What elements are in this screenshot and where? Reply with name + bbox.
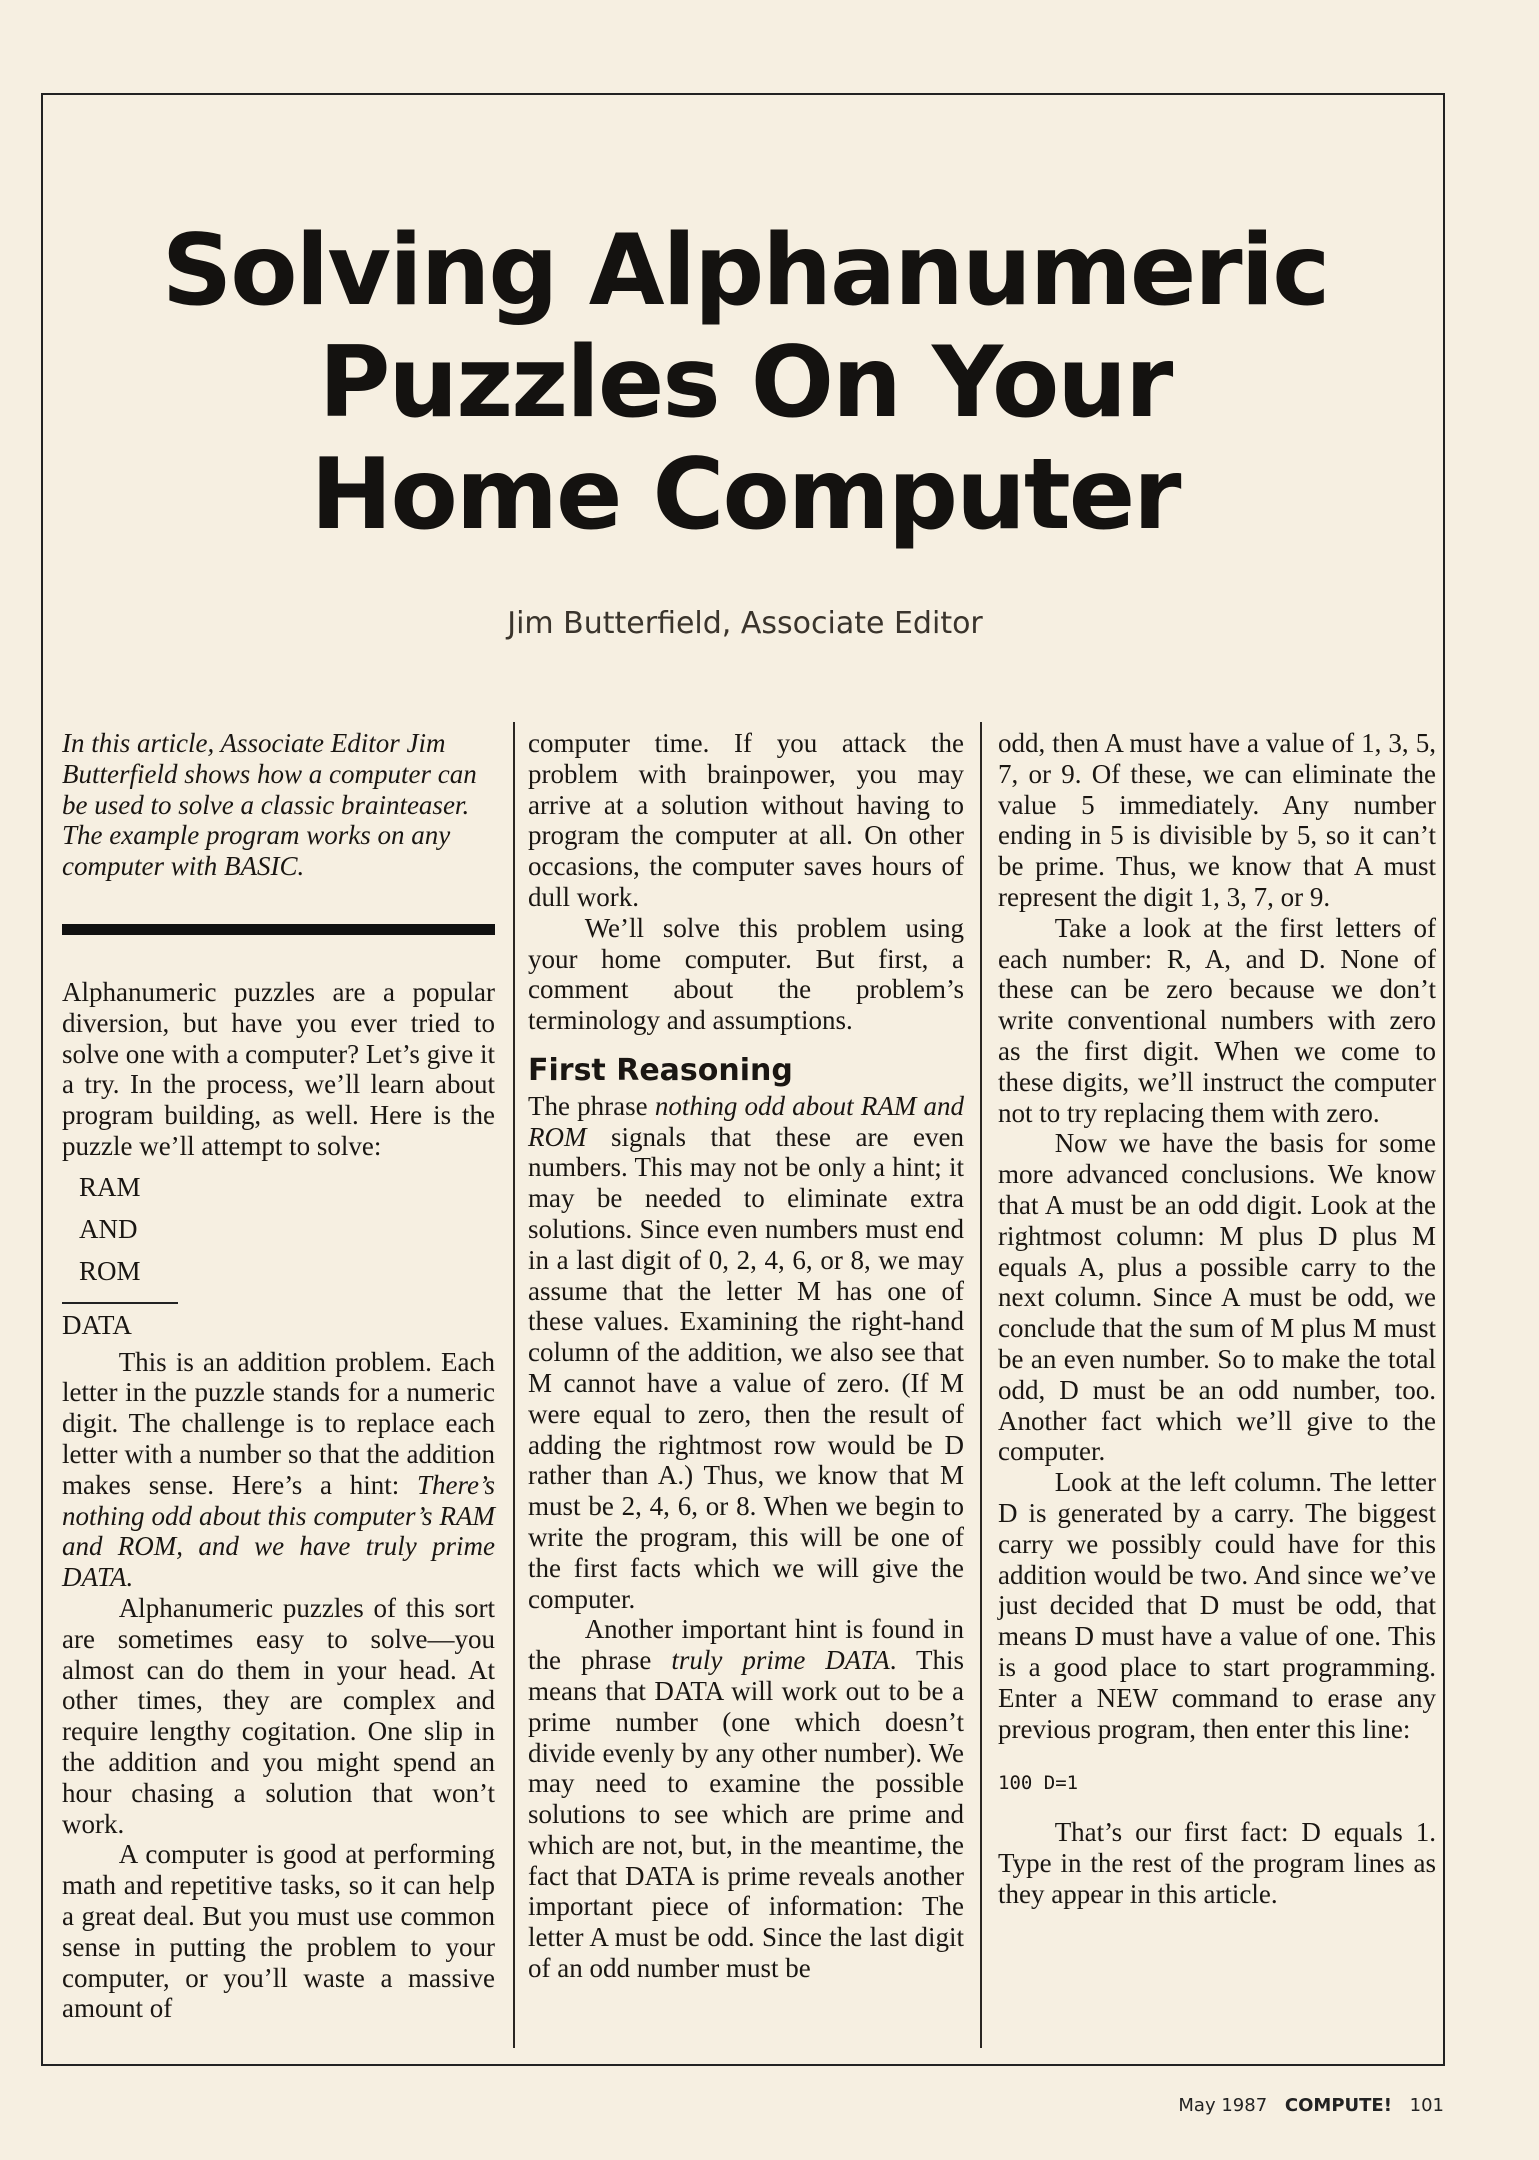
column-2 bbox=[528, 728, 964, 1984]
byline: Jim Butterfield, Associate Editor bbox=[507, 606, 983, 641]
paragraph bbox=[528, 1091, 964, 1615]
paragraph bbox=[528, 1614, 964, 1984]
paragraph: A computer is good at performing math and repetitive tasks, so it can help a great deal. But you must use common sense in putting the problem to your computer, or you’ll waste a massive amount of bbox=[62, 1839, 495, 2024]
title-line-3: Home Computer bbox=[310, 438, 1180, 552]
intro-divider bbox=[62, 924, 495, 935]
paragraph: Take a look at the first letters of each number: R, A, and D. None of these can be zero because we don’t write conventional numbers with zero as the first digit. When we come to these digits, we’ll instruct the computer not to try replacing them with zero. bbox=[998, 912, 1436, 1128]
paragraph: odd, then A must have a value of 1, 3, 5, 7, or 9. Of these, we can eliminate the value 5 immediately. Any number ending in 5 is divisible by 5, so it can’t be prime. Thus, we know that A must represent the digit 1, 3, 7, or 9. bbox=[998, 728, 1436, 912]
paragraph-text: The phrase bbox=[528, 1090, 655, 1121]
column-divider-2 bbox=[980, 722, 982, 2048]
paragraph: Alphanumeric puzzles are a popular diversion, but have you ever tried to solve one with a computer? Let’s give it a try. In the process, we’ll learn about program building, as well. Here is the puzzle we’ll attempt to solve: bbox=[62, 976, 495, 1161]
page-footer bbox=[1178, 2095, 1444, 2116]
puzzle-addition bbox=[79, 1166, 495, 1292]
emphasis-text: nothing odd about RAM and ROM bbox=[528, 1090, 965, 1152]
paragraph: computer time. If you attack the problem with brainpower, you may arrive at a solution without having to program the computer at all. On other occasions, the computer saves hours of dull work. bbox=[528, 728, 964, 912]
paragraph: Alphanumeric puzzles of this sort are sometimes easy to solve—you almost can do them in your head. At other times, they are complex and require lengthy cogitation. One slip in the addition and you might spend an hour chasing a solution that won’t work. bbox=[62, 1592, 495, 1839]
sum-line bbox=[62, 1302, 178, 1304]
emphasis-text: truly prime DATA bbox=[671, 1645, 890, 1676]
magazine-name: COMPUTE! bbox=[1284, 2095, 1392, 2116]
paragraph: We’ll solve this problem using your home computer. But first, a comment about the problem’s terminology and assumptions. bbox=[528, 912, 964, 1036]
paragraph-text: Another important hint is found in the phrase bbox=[528, 1614, 964, 1676]
column-divider-1 bbox=[513, 722, 515, 2048]
puzzle-term-1: RAM bbox=[79, 1171, 141, 1202]
article-title bbox=[60, 215, 1430, 551]
page-number: 101 bbox=[1409, 2095, 1444, 2116]
title-line-1: Solving Alphanumeric bbox=[161, 214, 1329, 328]
puzzle-term-2: AND bbox=[79, 1213, 138, 1244]
paragraph-text: . This means that DATA will work out to be a prime number (one which doesn’t divide evenly by any other number). We may need to examine the possible solutions to see which are prime and which are not, but, in the meantime, the fact that DATA is prime reveals another important piece of information: The letter A must be odd. Since the last digit of an odd number must be bbox=[528, 1645, 965, 1984]
column-3 bbox=[998, 728, 1436, 1909]
paragraph-text: signals that these are even numbers. This may not be only a hint; it may be needed to eliminate extra solutions. Since even numbers must end in a last digit of 0, 2, 4, 6, or 8, we may assume that the letter M has one of these values. Examining the right-hand column of the addition, we also see that M cannot have a value of zero. (If M were equal to zero, then the result of adding the rightmost row would be D rather than A.) Thus, we know that M must be 2, 4, 6, or 8. When we begin to write the program, this will be one of the first facts which we will give the computer. bbox=[528, 1121, 964, 1614]
column-1 bbox=[62, 728, 495, 2024]
paragraph: Look at the left column. The letter D is generated by a carry. The biggest carry we possibly could have for this addition would be two. And since we’ve just decided that D must be odd, that means D must have a value of one. This is a good place to start programming. Enter a NEW command to erase any previous program, then enter this line: bbox=[998, 1467, 1436, 1744]
issue-date: May 1987 bbox=[1178, 2095, 1268, 2116]
puzzle-sum: DATA bbox=[62, 1309, 132, 1340]
paragraph: Now we have the basis for some more advanced conclusions. We know that A must be an odd digit. Look at the rightmost column: M plus D plus M equals A, plus a possible carry to the next column. Since A must be odd, we conclude that the sum of M plus M must be an even number. So to make the total odd, D must be an odd number, too. Another fact which we’ll give to the computer. bbox=[998, 1128, 1436, 1467]
paragraph: That’s our first fact: D equals 1. Type in the rest of the program lines as they appear in this article. bbox=[998, 1817, 1436, 1909]
hint-text: There’s nothing odd about this computer’s RAM and ROM, and we have truly prime DATA. bbox=[62, 1469, 495, 1593]
puzzle-term-3: ROM bbox=[79, 1255, 141, 1286]
paragraph bbox=[62, 1347, 495, 1593]
title-line-2: Puzzles On Your bbox=[318, 326, 1172, 440]
section-heading: First Reasoning bbox=[528, 1052, 793, 1088]
code-listing: 100 D=1 bbox=[998, 1772, 1079, 1795]
intro-blurb: In this article, Associate Editor Jim Butterfield shows how a computer can be used to solve a classic brainteaser. The example program works on any computer with BASIC. bbox=[62, 728, 477, 882]
paragraph-text: This is an addition problem. Each letter in the puzzle stands for a numeric digit. The challenge is to replace each letter with a number so that the addition makes sense. Here’s a hint: bbox=[62, 1346, 495, 1500]
